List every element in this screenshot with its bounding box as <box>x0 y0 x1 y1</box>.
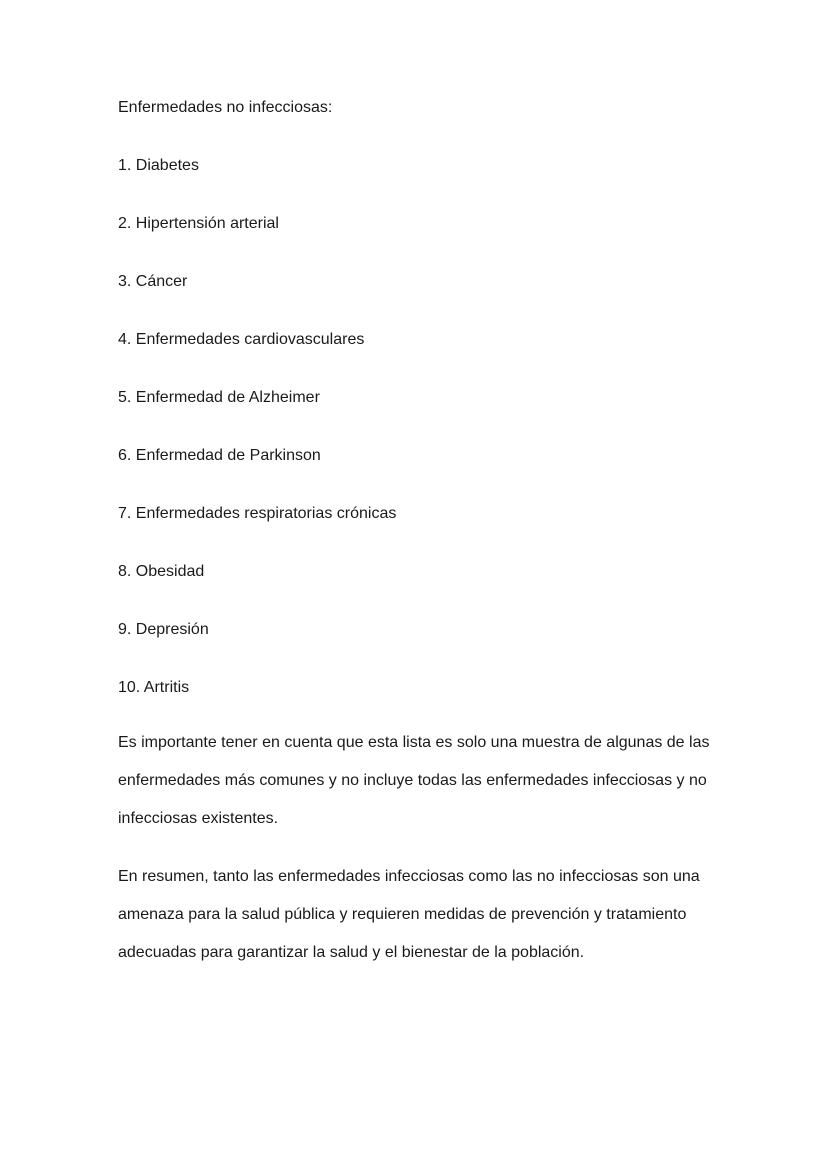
list-item: 2. Hipertensión arterial <box>118 215 279 232</box>
list-item: 8. Obesidad <box>118 563 205 580</box>
list-item: 7. Enfermedades respiratorias crónicas <box>118 505 397 522</box>
document-content <box>118 96 718 972</box>
section-heading: Enfermedades no infecciosas: <box>118 99 333 116</box>
summary-paragraph: En resumen, tanto las enfermedades infecciosas como las no infecciosas son una amenaza para la salud pública y requieren medidas de prevención y tratamiento adecuadas para garantizar la salud y el bienestar de la población. <box>118 868 700 961</box>
list-item: 6. Enfermedad de Parkinson <box>118 447 321 464</box>
list-item: 4. Enfermedades cardiovasculares <box>118 331 365 348</box>
list-item: 9. Depresión <box>118 621 209 638</box>
list-item: 5. Enfermedad de Alzheimer <box>118 389 320 406</box>
disease-list <box>118 154 718 700</box>
list-item: 10. Artritis <box>118 679 190 696</box>
note-paragraph: Es importante tener en cuenta que esta lista es solo una muestra de algunas de las enfermedades más comunes y no incluye todas las enfermedades infecciosas y no infecciosas existentes. <box>118 734 710 827</box>
list-item: 1. Diabetes <box>118 157 199 174</box>
list-item: 3. Cáncer <box>118 273 188 290</box>
